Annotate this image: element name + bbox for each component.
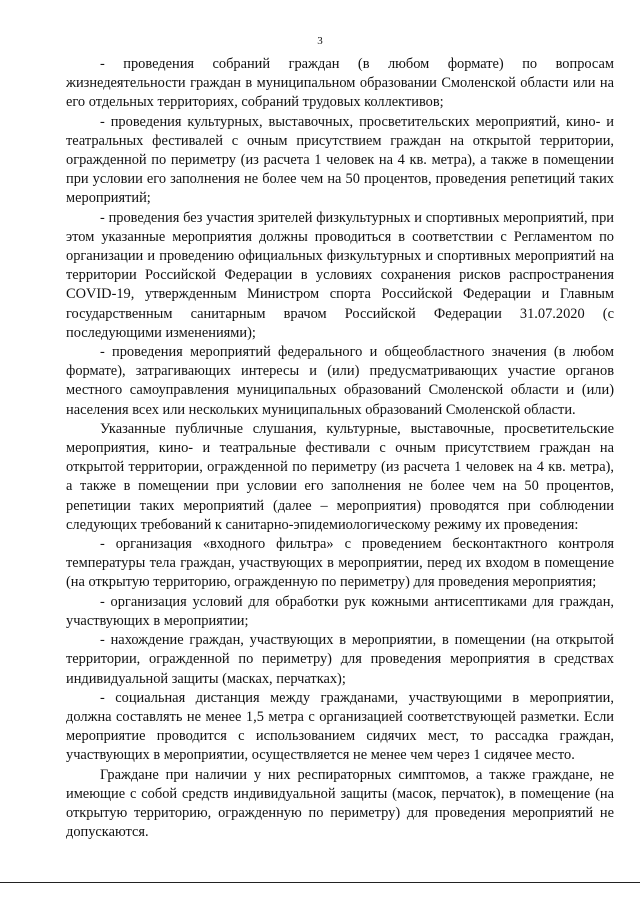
paragraph-protective-equipment: - нахождение граждан, участвующих в мероприятии, в помещении (на открытой территории, огражденной по периметру) для проведения мероприятия в средствах индивидуальной защиты (масках, перчатках); bbox=[66, 632, 614, 687]
paragraph-cultural-events: - проведения культурных, выставочных, просветительских мероприятий, кино- и театральных фестивалей с очным присутствием граждан на открытой территории, огражденной по периметру (из расчета 1 человек на 4 кв. метра), а также в помещении при условии его заполнения не более чем на 50 процентов, проведения репетиций таких мероприятий; bbox=[66, 113, 614, 207]
paragraph-entry-filter: - организация «входного фильтра» с проведением бесконтактного контроля температуры тела граждан, участвующих в мероприятии, перед их входом в помещение (на открытую территорию, огражденную по периметру) для проведения мероприятия; bbox=[66, 536, 614, 591]
paragraph-social-distance: - социальная дистанция между гражданами, участвующими в мероприятии, должна составлять не менее 1,5 метра с организацией соответствующей разметки. Если мероприятие проводится с использованием сидячих мест, то рассадка граждан, участвующих в мероприятии, осуществляется не менее чем через 1 сидячее место. bbox=[66, 689, 614, 764]
paragraph-sports-events: - проведения без участия зрителей физкультурных и спортивных мероприятий, при этом указанные мероприятия должны проводиться в соответствии с Регламентом по организации и проведению официальных физкультурных и спортивных мероприятий на территории Российской Федерации в условиях сохранения рисков распространения COVID-19, утвержденным Министром спорта Российской Федерации и Главным государственным санитарным врачом Российской Федерации 31.07.2020 (с последующими изменениями); bbox=[66, 209, 614, 341]
paragraph-meetings: - проведения собраний граждан (в любом формате) по вопросам жизнедеятельности граждан в муниципальном образовании Смоленской области или на его отдельных территориях, собраний трудовых коллективов; bbox=[66, 56, 614, 111]
paragraph-requirements-intro: Указанные публичные слушания, культурные, выставочные, просветительские мероприятия, кино- и театральные фестивали с очным присутствием граждан на открытой территории, огражденной по периметру (из расчета 1 человек на 4 кв. метра), а также в помещении при условии его заполнения не более чем на 50 процентов, репетиции таких мероприятий (далее – мероприятия) проводятся при соблюдении следующих требований к санитарно-эпидемиологическому режиму их проведения: bbox=[66, 420, 614, 533]
paragraph-admission-restrictions: Граждане при наличии у них респираторных симптомов, а также граждане, не имеющие с собой средств индивидуальной защиты (масок, перчаток), в помещение (на открытую территорию, огражденную по периметру) для проведения мероприятий не допускаются. bbox=[66, 766, 614, 841]
paragraph-federal-events: - проведения мероприятий федерального и общеобластного значения (в любом формате), затрагивающих интересы и (или) предусматривающих участие органов местного самоуправления муниципальных образований Смоленской области и (или) населения всех или нескольких муниципальных образований Смоленской области. bbox=[66, 344, 614, 418]
document-body bbox=[66, 55, 614, 842]
footer-divider bbox=[0, 882, 640, 883]
page-number: 3 bbox=[317, 35, 323, 47]
paragraph-hand-sanitizing: - организация условий для обработки рук кожными антисептиками для граждан, участвующих в мероприятии; bbox=[66, 593, 614, 629]
